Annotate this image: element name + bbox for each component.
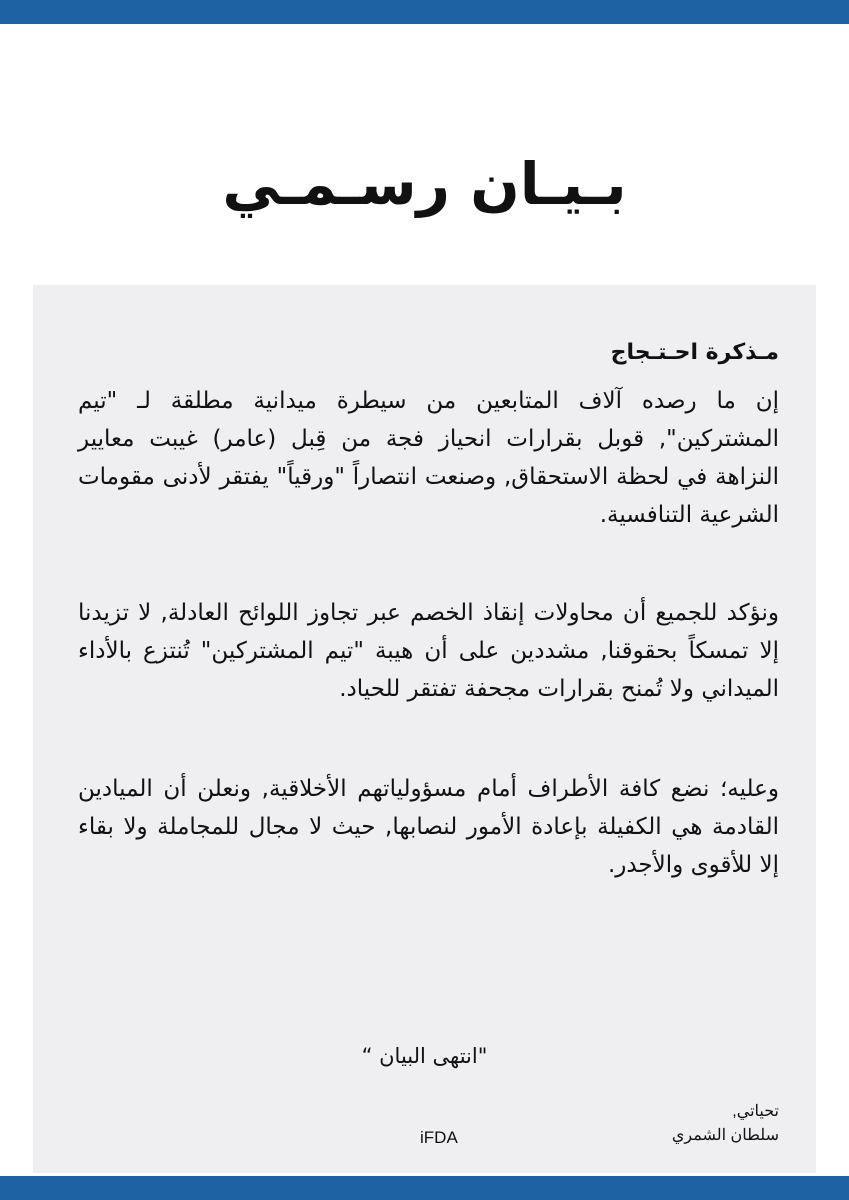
memo-body: [78, 338, 779, 884]
document-title: بـيـان رسـمـي: [222, 150, 627, 218]
signature-greeting: تحياتي,: [732, 1103, 779, 1120]
top-border-bar: [0, 0, 849, 24]
paragraph-1: إن ما رصده آلاف المتابعين من سيطرة ميدانية مطلقة لـ "تيم المشتركين", قوبل بقرارات انحياز فجة من قِبل (عامر) غيبت معايير النزاهة في لحظة الاستحقاق, وصنعت انتصاراً "ورقياً" يفتقر لأدنى مقومات الشرعية التنافسية.: [78, 388, 779, 528]
memo-heading: مـذكرة احـتـجاج: [610, 340, 779, 365]
bottom-border-bar: [0, 1176, 849, 1200]
paragraph-2: ونؤكد للجميع أن محاولات إنقاذ الخصم عبر تجاوز اللوائح العادلة, لا تزيدنا إلا تمسكاً بحقوقنا, مشددين على أن هيبة "تيم المشتركين" تُنتزع بالأداء الميداني ولا تُمنح بقرارات مجحفة تفتقر للحياد.: [78, 600, 779, 702]
closing-line: "انتهى البيان “: [361, 1044, 488, 1068]
paragraph-3: وعليه؛ نضع كافة الأطراف أمام مسؤولياتهم الأخلاقية, ونعلن أن الميادين القادمة هي الكفيلة بإعادة الأمور لنصابها, حيث لا مجال للمجاملة ولا بقاء إلا للأقوى والأجدر.: [78, 776, 779, 878]
signature-name: سلطان الشمري: [671, 1127, 779, 1144]
signature-block: [672, 1100, 779, 1148]
brand-mark: iFDA: [420, 1128, 458, 1147]
